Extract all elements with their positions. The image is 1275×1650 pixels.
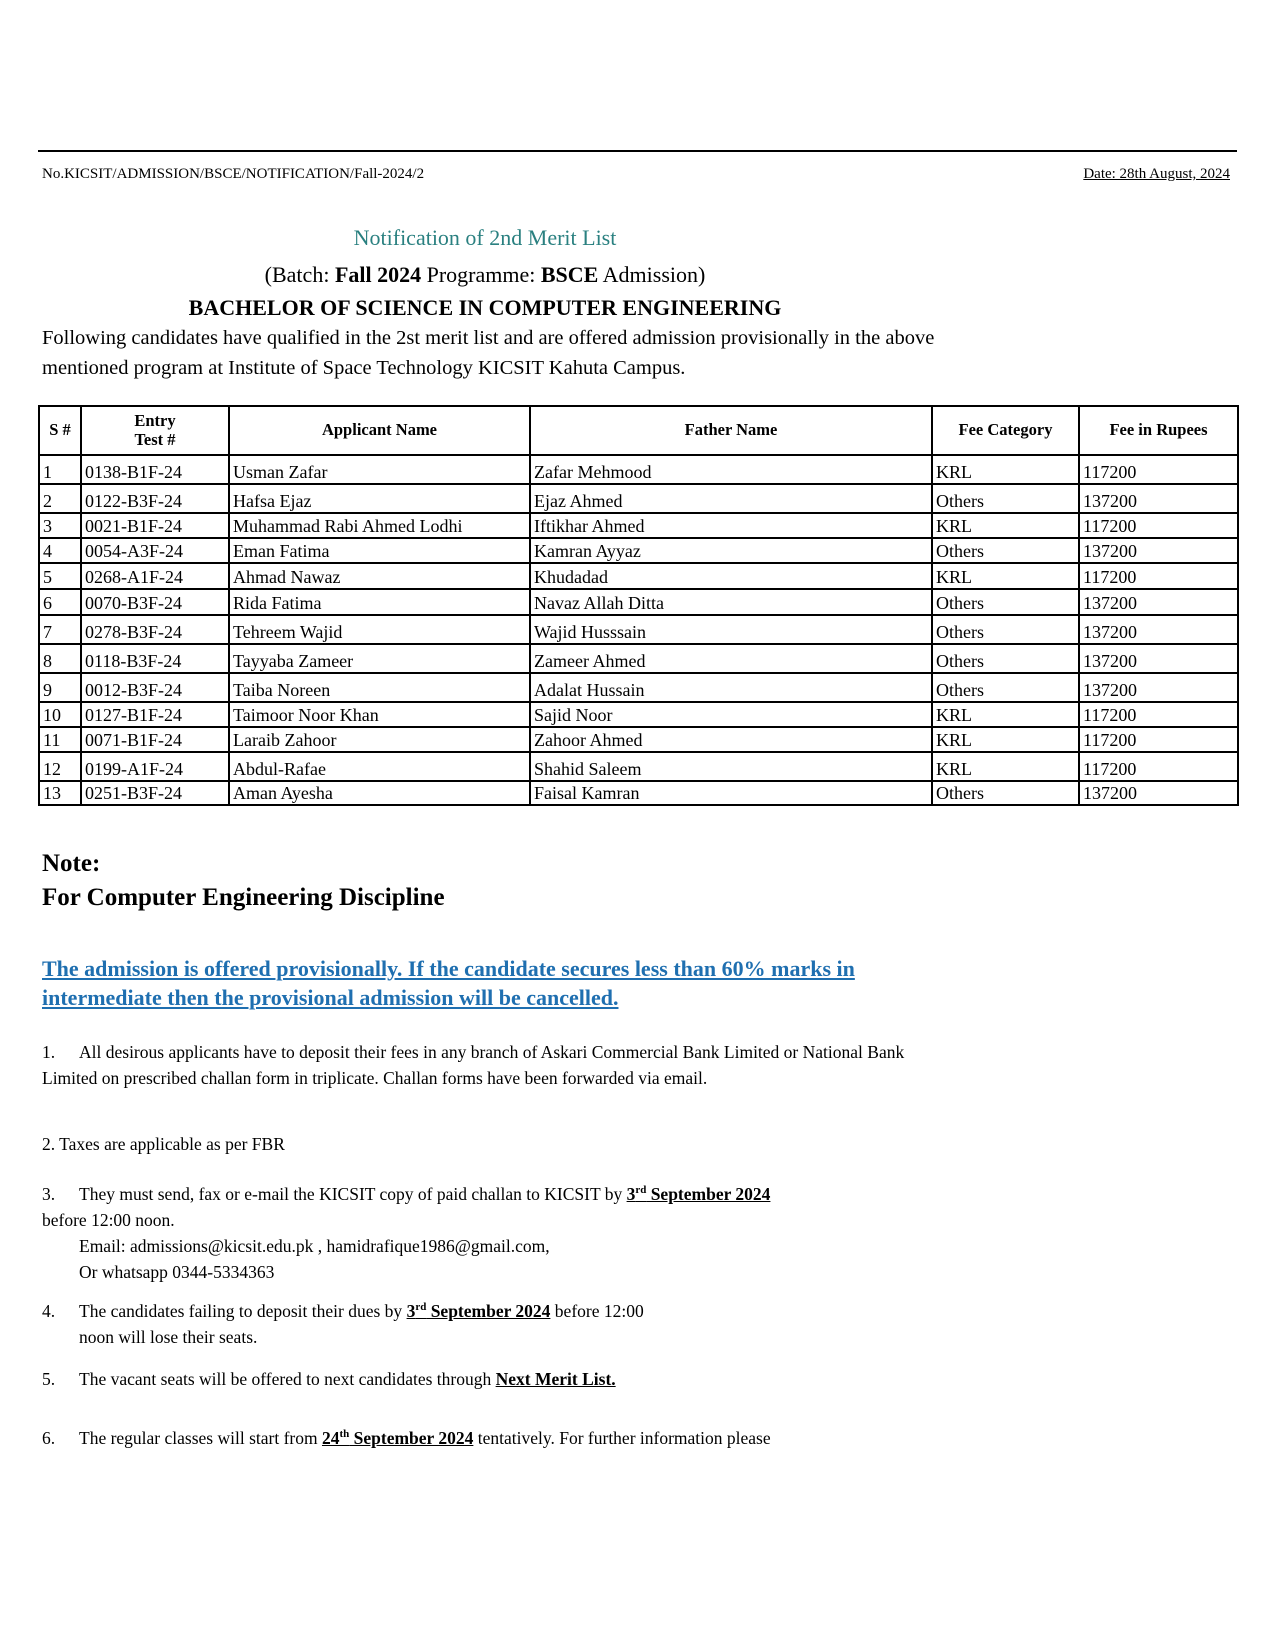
row-entry-test: 0127-B1F-24 — [81, 702, 229, 727]
row-entry-test: 0012-B3F-24 — [81, 673, 229, 702]
row-fee-amount: 117200 — [1079, 563, 1238, 589]
intro-paragraph: Following candidates have qualified in the 2st merit list and are offered admission provisionally in the above mentioned program at Institute of Space Technology KICSIT Kahuta Campus. — [42, 327, 935, 379]
batch-line: (Batch: Fall 2024 Programme: BSCE Admission) — [264, 262, 706, 287]
row-fee-category: Others — [932, 615, 1079, 644]
row-applicant-name: Ahmad Nawaz — [229, 563, 530, 589]
row-fee-category: KRL — [932, 563, 1079, 589]
row-fee-category: KRL — [932, 702, 1079, 727]
dues-deadline: 3rd September 2024 — [406, 1301, 551, 1321]
merit-list-table — [38, 405, 1239, 806]
row-fee-amount: 117200 — [1079, 702, 1238, 727]
row-father-name: Sajid Noor — [530, 702, 932, 727]
table-row — [39, 563, 1238, 589]
row-sno: 13 — [39, 781, 81, 805]
row-sno: 5 — [39, 563, 81, 589]
programme-title: BACHELOR OF SCIENCE IN COMPUTER ENGINEERING — [188, 295, 782, 320]
programme-code: BSCE — [540, 262, 599, 287]
col-header-father: Father Name — [530, 406, 932, 455]
table-header-row — [39, 406, 1238, 455]
table-row — [39, 727, 1238, 752]
col-header-applicant: Applicant Name — [229, 406, 530, 455]
reference-number: No.KICSIT/ADMISSION/BSCE/NOTIFICATION/Fall-2024/2 — [42, 166, 425, 182]
row-applicant-name: Taimoor Noor Khan — [229, 702, 530, 727]
row-fee-category: KRL — [932, 455, 1079, 484]
row-father-name: Zameer Ahmed — [530, 644, 932, 673]
row-applicant-name: Usman Zafar — [229, 455, 530, 484]
table-row — [39, 589, 1238, 615]
row-applicant-name: Aman Ayesha — [229, 781, 530, 805]
row-sno: 11 — [39, 727, 81, 752]
row-sno: 4 — [39, 538, 81, 563]
row-entry-test: 0071-B1F-24 — [81, 727, 229, 752]
row-applicant-name: Tehreem Wajid — [229, 615, 530, 644]
row-fee-category: Others — [932, 644, 1079, 673]
col-header-entry-test: Entry Test # — [81, 406, 229, 455]
row-fee-category: KRL — [932, 727, 1079, 752]
row-entry-test: 0251-B3F-24 — [81, 781, 229, 805]
row-applicant-name: Abdul-Rafae — [229, 752, 530, 781]
instruction-3: 3. They must send, fax or e-mail the KICSIT copy of paid challan to KICSIT by 3rd September 2024 before 12:00 noon. Email: admissions@kicsit.edu.pk , hamidrafique1986@gmail.com, Or whatsapp 0344-5334363 — [42, 1181, 922, 1285]
row-entry-test: 0021-B1F-24 — [81, 513, 229, 538]
table-row — [39, 673, 1238, 702]
row-father-name: Khudadad — [530, 563, 932, 589]
row-entry-test: 0118-B3F-24 — [81, 644, 229, 673]
row-fee-category: Others — [932, 589, 1079, 615]
row-father-name: Zafar Mehmood — [530, 455, 932, 484]
col-header-fee-category: Fee Category — [932, 406, 1079, 455]
row-entry-test: 0054-A3F-24 — [81, 538, 229, 563]
instruction-2: 2. Taxes are applicable as per FBR — [42, 1134, 285, 1154]
row-sno: 2 — [39, 484, 81, 513]
batch-value: Fall 2024 — [334, 262, 422, 287]
row-entry-test: 0070-B3F-24 — [81, 589, 229, 615]
table-row — [39, 484, 1238, 513]
row-fee-amount: 117200 — [1079, 455, 1238, 484]
row-fee-amount: 137200 — [1079, 615, 1238, 644]
row-fee-category: Others — [932, 673, 1079, 702]
row-fee-amount: 137200 — [1079, 589, 1238, 615]
row-fee-category: KRL — [932, 752, 1079, 781]
note-subheading: For Computer Engineering Discipline — [42, 884, 445, 911]
row-fee-amount: 137200 — [1079, 673, 1238, 702]
table-row — [39, 781, 1238, 805]
row-sno: 6 — [39, 589, 81, 615]
row-fee-category: Others — [932, 781, 1079, 805]
table-row — [39, 538, 1238, 563]
row-applicant-name: Hafsa Ejaz — [229, 484, 530, 513]
row-applicant-name: Eman Fatima — [229, 538, 530, 563]
row-entry-test: 0199-A1F-24 — [81, 752, 229, 781]
row-entry-test: 0122-B3F-24 — [81, 484, 229, 513]
classes-start-date: 24th September 2024 — [321, 1428, 474, 1448]
row-father-name: Ejaz Ahmed — [530, 484, 932, 513]
row-fee-amount: 137200 — [1079, 781, 1238, 805]
row-father-name: Kamran Ayyaz — [530, 538, 932, 563]
row-fee-amount: 137200 — [1079, 538, 1238, 563]
table-row — [39, 644, 1238, 673]
header-divider — [38, 150, 1237, 152]
row-father-name: Shahid Saleem — [530, 752, 932, 781]
instruction-6: 6. The regular classes will start from 24th September 2024 tentatively. For further information please — [42, 1428, 771, 1448]
row-applicant-name: Muhammad Rabi Ahmed Lodhi — [229, 513, 530, 538]
row-fee-amount: 117200 — [1079, 727, 1238, 752]
col-header-sno: S # — [39, 406, 81, 455]
row-father-name: Navaz Allah Ditta — [530, 589, 932, 615]
instruction-5: 5. The vacant seats will be offered to next candidates through Next Merit List. — [42, 1369, 616, 1389]
row-entry-test: 0138-B1F-24 — [81, 455, 229, 484]
row-entry-test: 0268-A1F-24 — [81, 563, 229, 589]
table-row — [39, 513, 1238, 538]
row-fee-category: Others — [932, 484, 1079, 513]
row-sno: 12 — [39, 752, 81, 781]
notification-title: Notification of 2nd Merit List — [353, 225, 617, 250]
row-entry-test: 0278-B3F-24 — [81, 615, 229, 644]
row-father-name: Faisal Kamran — [530, 781, 932, 805]
row-father-name: Iftikhar Ahmed — [530, 513, 932, 538]
row-applicant-name: Rida Fatima — [229, 589, 530, 615]
row-fee-amount: 137200 — [1079, 484, 1238, 513]
row-sno: 3 — [39, 513, 81, 538]
contact-whatsapp: Or whatsapp 0344-5334363 — [79, 1262, 275, 1282]
row-fee-amount: 137200 — [1079, 644, 1238, 673]
row-father-name: Wajid Husssain — [530, 615, 932, 644]
deposit-deadline: 3rd September 2024 — [626, 1184, 771, 1204]
note-heading — [42, 847, 445, 915]
row-applicant-name: Laraib Zahoor — [229, 727, 530, 752]
note-label: Note: — [42, 850, 101, 877]
row-applicant-name: Tayyaba Zameer — [229, 644, 530, 673]
notification-date: Date: 28th August, 2024 — [1083, 166, 1230, 182]
contact-emails: Email: admissions@kicsit.edu.pk , hamidrafique1986@gmail.com, — [79, 1236, 550, 1256]
row-father-name: Adalat Hussain — [530, 673, 932, 702]
row-fee-amount: 117200 — [1079, 752, 1238, 781]
row-father-name: Zahoor Ahmed — [530, 727, 932, 752]
row-fee-category: Others — [932, 538, 1079, 563]
instruction-4: 4. The candidates failing to deposit their dues by 3rd September 2024 before 12:00 noon will lose their seats. — [42, 1301, 644, 1347]
row-sno: 1 — [39, 455, 81, 484]
table-row — [39, 752, 1238, 781]
table-row — [39, 615, 1238, 644]
row-sno: 8 — [39, 644, 81, 673]
instruction-1: 1. All desirous applicants have to deposit their fees in any branch of Askari Commercial Bank Limited or National Bank Limited on prescribed challan form in triplicate. Challan forms have been forwarded via email. — [42, 1042, 905, 1088]
table-row — [39, 702, 1238, 727]
next-merit-list: Next Merit List. — [495, 1369, 616, 1389]
row-fee-category: KRL — [932, 513, 1079, 538]
row-sno: 9 — [39, 673, 81, 702]
row-fee-amount: 117200 — [1079, 513, 1238, 538]
col-header-fee: Fee in Rupees — [1079, 406, 1238, 455]
provisional-admission-warning: The admission is offered provisionally. If the candidate secures less than 60% marks in intermediate then the provisional admission will be cancelled. — [42, 956, 855, 1010]
row-sno: 7 — [39, 615, 81, 644]
table-row — [39, 455, 1238, 484]
row-sno: 10 — [39, 702, 81, 727]
row-applicant-name: Taiba Noreen — [229, 673, 530, 702]
